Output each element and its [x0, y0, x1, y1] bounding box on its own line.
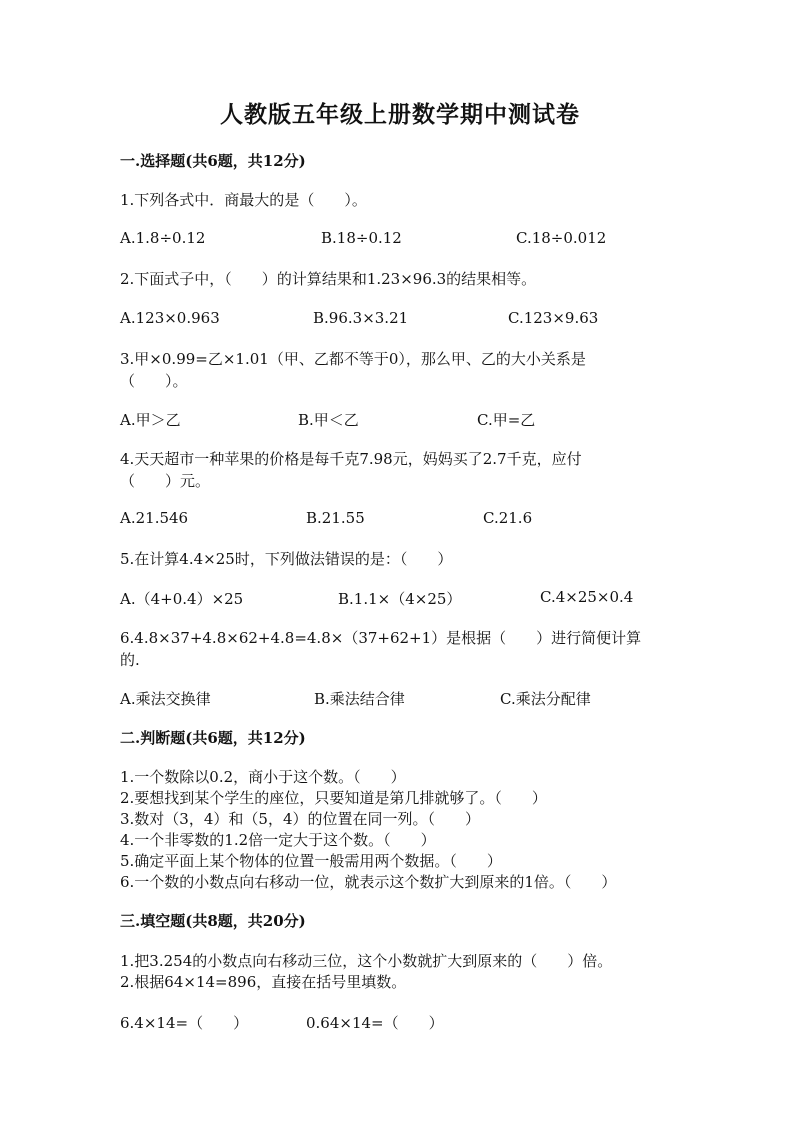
- choice-1-option-b: B.18÷0.12: [321, 229, 402, 247]
- choice-5-option-c: C.4×25×0.4: [540, 588, 634, 606]
- choice-6-option-b: B.乘法结合律: [314, 690, 405, 708]
- judge-item-5: 5.确定平面上某个物体的位置一般需用两个数据。（ ）: [120, 852, 502, 870]
- choice-1-option-a: A.1.8÷0.12: [120, 229, 206, 247]
- choice-3-option-a: A.甲＞乙: [120, 411, 181, 429]
- choice-4-option-a: A.21.546: [120, 509, 189, 527]
- judge-item-6: 6.一个数的小数点向右移动一位，就表示这个数扩大到原来的1倍。（ ）: [120, 873, 617, 891]
- choice-question-3-cont: （ ）。: [120, 372, 188, 390]
- fill-item-1: 1.把3.254的小数点向右移动三位，这个小数就扩大到原来的（ ）倍。: [120, 952, 613, 970]
- fill-item-2: 2.根据64×14=896，直接在括号里填数。: [120, 973, 407, 991]
- choice-question-2: 2.下面式子中，（ ）的计算结果和1.23×96.3的结果相等。: [120, 270, 537, 288]
- choice-question-4-cont: （ ）元。: [120, 472, 211, 490]
- judge-item-4: 4.一个非零数的1.2倍一定大于这个数。（ ）: [120, 831, 436, 849]
- judge-item-3: 3.数对（3，4）和（5，4）的位置在同一列。（ ）: [120, 810, 480, 828]
- section-heading-fill: 三.填空题(共8题，共20分): [120, 912, 306, 930]
- page-title: 人教版五年级上册数学期中测试卷: [220, 101, 580, 128]
- choice-6-option-a: A.乘法交换律: [120, 690, 211, 708]
- fill-subitem-1: 6.4×14=（ ）: [120, 1014, 249, 1032]
- fill-subitem-2: 0.64×14=（ ）: [306, 1014, 444, 1032]
- choice-2-option-b: B.96.3×3.21: [313, 309, 409, 327]
- choice-5-option-a: A.（4+0.4）×25: [120, 590, 244, 608]
- choice-question-1: 1.下列各式中．商最大的是（ ）。: [120, 191, 367, 209]
- choice-question-3: 3.甲×0.99=乙×1.01（甲、乙都不等于0），那么甲、乙的大小关系是: [120, 350, 586, 368]
- choice-3-option-c: C.甲=乙: [477, 411, 536, 429]
- choice-5-option-b: B.1.1×（4×25）: [338, 590, 462, 608]
- judge-item-1: 1.一个数除以0.2，商小于这个数。（ ）: [120, 768, 406, 786]
- choice-question-4: 4.天天超市一种苹果的价格是每千克7.98元，妈妈买了2.7千克，应付: [120, 450, 582, 468]
- judge-item-2: 2.要想找到某个学生的座位，只要知道是第几排就够了。（ ）: [120, 789, 547, 807]
- choice-4-option-b: B.21.55: [306, 509, 365, 527]
- choice-6-option-c: C.乘法分配律: [500, 690, 591, 708]
- section-heading-judge: 二.判断题(共6题，共12分): [120, 729, 306, 747]
- choice-question-6-cont: 的.: [120, 651, 140, 669]
- choice-question-6: 6.4.8×37+4.8×62+4.8=4.8×（37+62+1）是根据（ ）进行简便计算: [120, 629, 642, 647]
- section-heading-choice: 一.选择题(共6题，共12分): [120, 152, 306, 170]
- choice-4-option-c: C.21.6: [483, 509, 533, 527]
- choice-2-option-c: C.123×9.63: [508, 309, 599, 327]
- choice-2-option-a: A.123×0.963: [120, 309, 220, 327]
- choice-question-5: 5.在计算4.4×25时，下列做法错误的是：（ ）: [120, 550, 453, 568]
- choice-3-option-b: B.甲＜乙: [298, 411, 359, 429]
- choice-1-option-c: C.18÷0.012: [516, 229, 607, 247]
